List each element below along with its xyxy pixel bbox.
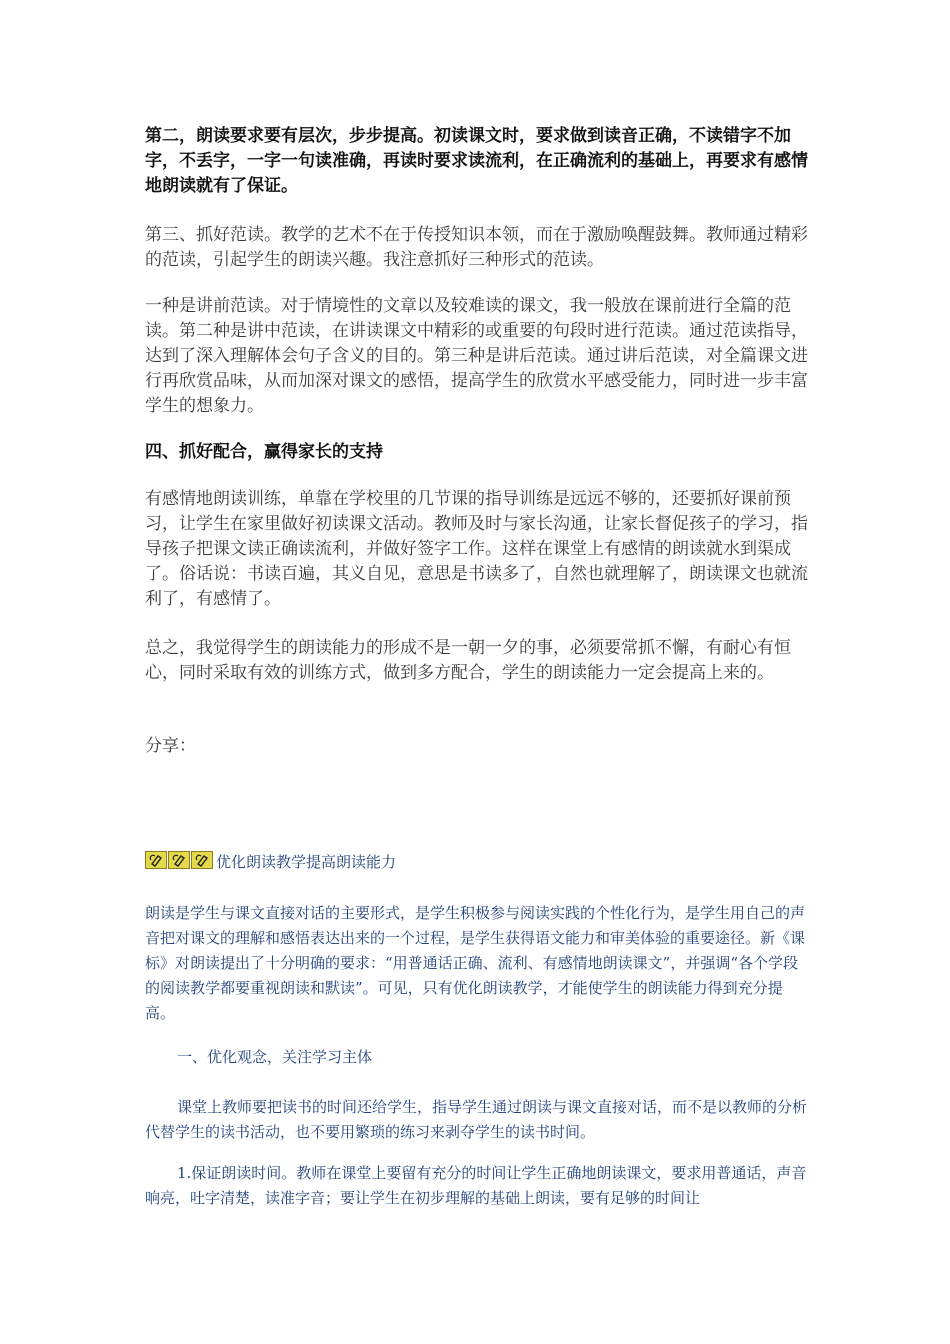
link-icon [168, 851, 190, 869]
paragraph-reading-importance: 朗读是学生与课文直接对话的主要形式，是学生积极参与阅读实践的个性化行为，是学生用自己的声音把对课文的理解和感悟表达出来的一个过程，是学生获得语文能力和审美体验的重要途径。新《课标》对朗读提出了十分明确的要求：“用普通话正确、流利、有感情地朗读课文”，并强调“各个学段的阅读教学都要重视朗读和默读”。可见，只有优化朗读教学，才能使学生的朗读能力得到充分提高。 [145, 904, 806, 1022]
paragraph-ensure-time: 1.保证朗读时间。教师在课堂上要留有充分的时间让学生正确地朗读课文，要求用普通话，声音响亮，吐字清楚，读准字音；要让学生在初步理解的基础上朗读，要有足够的时间让 [145, 1164, 807, 1207]
share-label: 分享： [145, 736, 196, 756]
paragraph-conclusion: 总之，我觉得学生的朗读能力的形成不是一朝一夕的事，必须要常抓不懈，有耐心有恒心，同时采取有效的训练方式，做到多方配合，学生的朗读能力一定会提高上来的。 [145, 638, 791, 683]
link-icon [191, 851, 213, 869]
subheading-optimize-concept: 一、优化观念，关注学习主体 [177, 1048, 373, 1066]
article-title-row[interactable] [145, 849, 396, 873]
link-icon [145, 851, 167, 869]
paragraph-model-reading: 第三、抓好范读。教学的艺术不在于传授知识本领，而在于激励唤醒鼓舞。教师通过精彩的范读，引起学生的朗读兴趣。我注意抓好三种形式的范读。 [145, 225, 808, 270]
paragraph-parents: 有感情地朗读训练，单靠在学校里的几节课的指导训练是远远不够的，还要抓好课前预习，让学生在家里做好初读课文活动。教师及时与家长沟通，让家长督促孩子的学习，指导孩子把课文读正确读流利，并做好签字工作。这样在课堂上有感情的朗读就水到渠成了。俗话说：书读百遍，其义自见，意思是书读多了，自然也就理解了，朗读课文也就流利了，有感情了。 [145, 489, 808, 609]
link-icons [145, 851, 214, 871]
article-title-link[interactable]: 优化朗读教学提高朗读能力 [216, 852, 397, 871]
paragraph-three-forms: 一种是讲前范读。对于情境性的文章以及较难读的课文，我一般放在课前进行全篇的范读。第二种是讲中范读，在讲读课文中精彩的或重要的句段时进行范读。通过范读指导，达到了深入理解体会句子含义的目的。第三种是讲后范读。通过讲后范读，对全篇课文进行再欣赏品味，从而加深对课文的感悟，提高学生的欣赏水平感受能力，同时进一步丰富学生的想象力。 [145, 296, 808, 416]
paragraph-return-time: 课堂上教师要把读书的时间还给学生，指导学生通过朗读与课文直接对话，而不是以教师的分析代替学生的读书活动，也不要用繁琐的练习来剥夺学生的读书时间。 [145, 1098, 808, 1141]
section-heading-parents: 四、抓好配合，赢得家长的支持 [145, 442, 383, 462]
paragraph-reading-levels: 第二，朗读要求要有层次，步步提高。初读课文时，要求做到读音正确，不读错字不加字，不丢字，一字一句读准确，再读时要求读流利，在正确流利的基础上，再要求有感情地朗读就有了保证。 [145, 126, 808, 196]
